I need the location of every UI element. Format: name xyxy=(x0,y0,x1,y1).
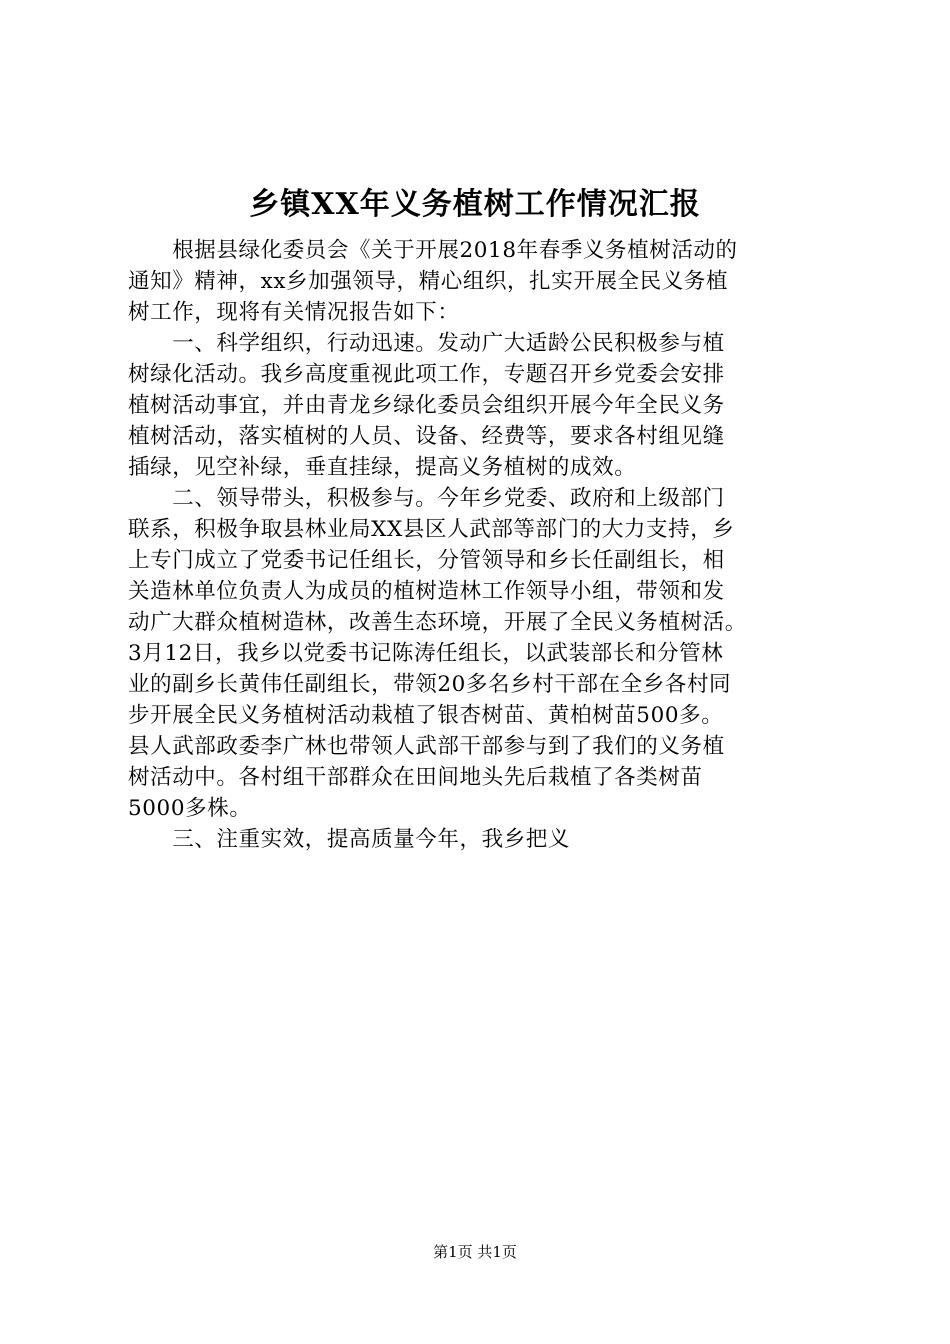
body-line: 5000多株。 xyxy=(128,796,252,821)
body-line: 通知》精神，xx乡加强领导，精心组织，扎实开展全民义务植 xyxy=(128,269,729,294)
body-line: 上专门成立了党委书记任组长，分管领导和乡长任副组长，相 xyxy=(128,548,725,573)
body-line: 动广大群众植树造林，改善生态环境，开展了全民义务植树活。 xyxy=(128,610,747,635)
body-line: 二、领导带头，积极参与。今年乡党委、政府和上级部门 xyxy=(128,486,725,511)
body-line: 根据县绿化委员会《关于开展2018年春季义务植树活动的 xyxy=(128,238,738,263)
body-line: 步开展全民义务植树活动栽植了银杏树苗、黄柏树苗500多。 xyxy=(128,703,724,728)
body-line: 植树活动事宜，并由青龙乡绿化委员会组织开展今年全民义务 xyxy=(128,393,725,418)
body-line: 树绿化活动。我乡高度重视此项工作，专题召开乡党委会安排 xyxy=(128,362,725,387)
body-line: 业的副乡长黄伟任副组长，带领20多名乡村干部在全乡各村同 xyxy=(128,672,732,697)
body-line: 树工作，现将有关情况报告如下： xyxy=(128,300,460,325)
body-line: 一、科学组织，行动迅速。发动广大适龄公民积极参与植 xyxy=(128,331,725,356)
body-line: 关造林单位负责人为成员的植树造林工作领导小组，带领和发 xyxy=(128,579,725,604)
body-line: 三、注重实效，提高质量今年，我乡把义 xyxy=(128,827,571,852)
body-line: 植树活动，落实植树的人员、设备、经费等，要求各村组见缝 xyxy=(128,424,725,449)
document-title: 乡镇XX年义务植树工作情况汇报 xyxy=(249,187,701,222)
body-line: 县人武部政委李广林也带领人武部干部参与到了我们的义务植 xyxy=(128,734,725,759)
page-footer: 第1页 共1页 xyxy=(433,1243,517,1261)
body-line: 3月12日，我乡以党委书记陈涛任组长，以武装部长和分管林 xyxy=(128,641,724,666)
body-line: 联系，积极争取县林业局XX县区人武部等部门的大力支持，乡 xyxy=(128,517,735,542)
body-line: 插绿，见空补绿，垂直挂绿，提高义务植树的成效。 xyxy=(128,455,637,480)
body-line: 树活动中。各村组干部群众在田间地头先后栽植了各类树苗 xyxy=(128,765,703,790)
